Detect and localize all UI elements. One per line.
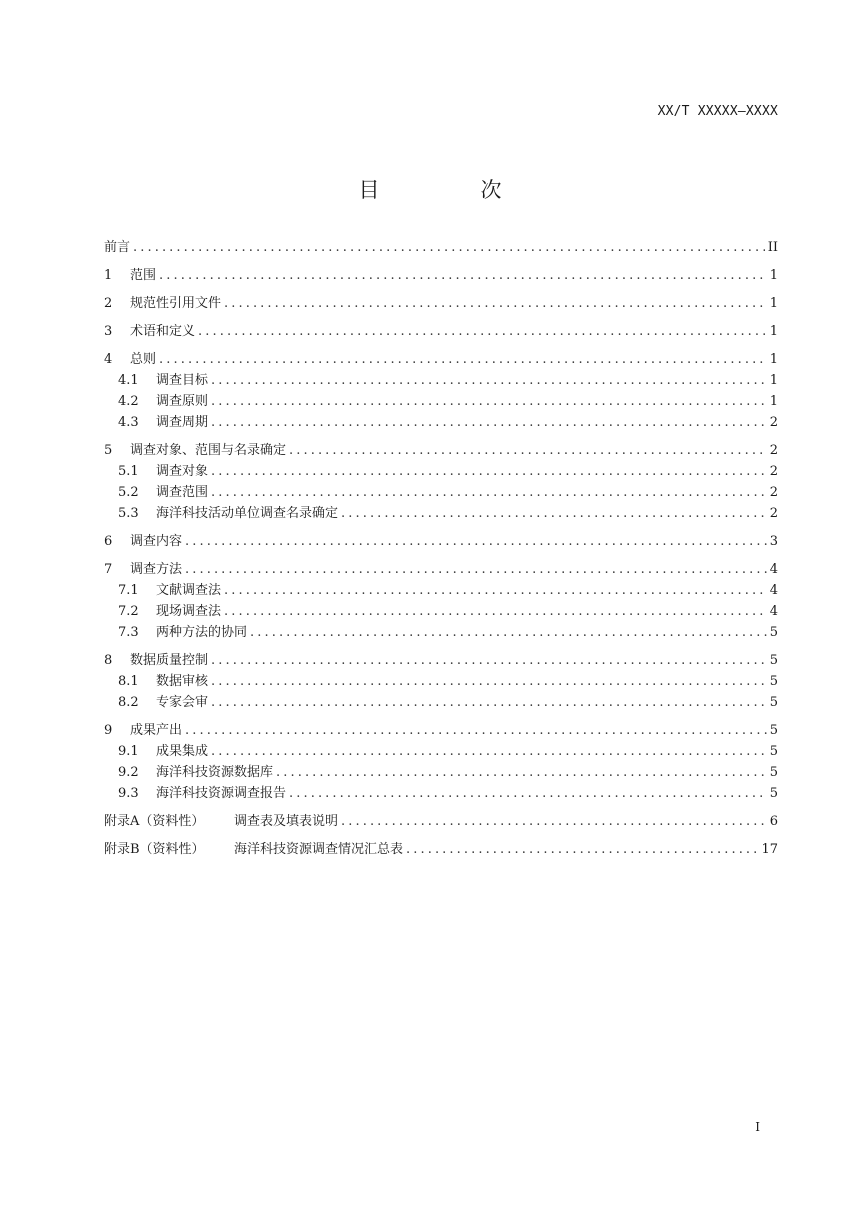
toc-entry-number: 1	[104, 268, 113, 283]
toc-dot-leader	[341, 813, 767, 831]
toc-entry[interactable]	[104, 530, 778, 551]
toc-entry-label: 调查范围	[156, 485, 209, 500]
toc-entry-number: 5	[104, 443, 113, 458]
toc-entry-number: 4.2	[118, 394, 139, 409]
toc-entry-page: 1	[769, 324, 778, 339]
toc-dot-leader	[211, 393, 767, 411]
toc-entry-number: 9	[104, 723, 113, 738]
toc-entry-number: 5.1	[118, 464, 139, 479]
toc-entry-label: 调查目标	[156, 373, 209, 388]
toc-dot-leader	[224, 295, 767, 313]
toc-entry[interactable]	[104, 558, 778, 579]
toc-entry-number: 6	[104, 534, 113, 549]
toc-entry-number: 9.3	[118, 786, 139, 801]
toc-entry-label: 数据质量控制	[130, 653, 209, 668]
toc-entry-label: 成果产出	[130, 723, 183, 738]
toc-entry[interactable]	[104, 621, 778, 642]
toc-entry-number: 4.3	[118, 415, 139, 430]
toc-entry-number: 附录A（资料性）	[104, 814, 205, 829]
toc-dot-leader	[185, 561, 767, 579]
toc-entry-label: 成果集成	[156, 744, 209, 759]
toc-entry-number: 附录B（资料性）	[104, 842, 205, 857]
table-of-contents	[104, 236, 778, 859]
toc-dot-leader	[289, 785, 767, 803]
toc-entry[interactable]	[104, 810, 778, 831]
toc-entry[interactable]	[104, 320, 778, 341]
toc-entry-page: 2	[769, 415, 778, 430]
toc-dot-leader	[211, 372, 767, 390]
toc-entry-page: 2	[769, 485, 778, 500]
toc-entry-page: 5	[769, 786, 778, 801]
toc-entry-page: 5	[769, 653, 778, 668]
toc-entry[interactable]	[104, 838, 778, 859]
toc-entry-label: 调查对象	[156, 464, 209, 479]
toc-entry-number: 8.1	[118, 674, 139, 689]
toc-entry-page: 5	[769, 723, 778, 738]
toc-entry-label: 总则	[130, 352, 157, 367]
toc-entry-label: 海洋科技资源调查报告	[156, 786, 287, 801]
toc-entry-label: 调查表及填表说明	[234, 814, 339, 829]
toc-entry-page: 4	[769, 583, 778, 598]
toc-entry-number: 8	[104, 653, 113, 668]
toc-entry-number: 7.1	[118, 583, 139, 598]
toc-entry-page: 1	[769, 296, 778, 311]
toc-dot-leader	[211, 673, 767, 691]
toc-entry[interactable]	[104, 670, 778, 691]
toc-dot-leader	[185, 533, 767, 551]
toc-entry-label: 前言	[104, 240, 131, 255]
toc-entry-label: 文献调查法	[156, 583, 222, 598]
toc-entry-number: 9.2	[118, 765, 139, 780]
toc-entry-page: 5	[769, 744, 778, 759]
toc-entry-page: 3	[769, 534, 778, 549]
toc-entry-number: 9.1	[118, 744, 139, 759]
toc-entry-page: 1	[769, 373, 778, 388]
toc-dot-leader	[211, 463, 767, 481]
toc-entry[interactable]	[104, 292, 778, 313]
toc-dot-leader	[211, 694, 767, 712]
toc-entry-label: 海洋科技活动单位调查名录确定	[156, 506, 339, 521]
toc-dot-leader	[211, 414, 767, 432]
toc-entry-label: 两种方法的协同	[156, 625, 248, 640]
toc-entry-label: 术语和定义	[130, 324, 196, 339]
toc-entry-page: II	[767, 240, 778, 255]
toc-entry[interactable]	[104, 411, 778, 432]
toc-entry[interactable]	[104, 649, 778, 670]
toc-entry-label: 调查原则	[156, 394, 209, 409]
toc-entry-page: 1	[769, 268, 778, 283]
toc-entry-number: 7.2	[118, 604, 139, 619]
toc-entry-label: 海洋科技资源调查情况汇总表	[234, 842, 404, 857]
toc-entry-label: 数据审核	[156, 674, 209, 689]
toc-dot-leader	[185, 722, 767, 740]
toc-entry-label: 范围	[130, 268, 157, 283]
toc-entry[interactable]	[104, 502, 778, 523]
toc-entry-number: 5.2	[118, 485, 139, 500]
toc-dot-leader	[198, 323, 767, 341]
standard-code: XX/T XXXXX—XXXX	[657, 104, 778, 119]
toc-entry-label: 调查对象、范围与名录确定	[130, 443, 287, 458]
toc-entry-page: 5	[769, 695, 778, 710]
toc-entry-number: 4	[104, 352, 113, 367]
toc-entry[interactable]	[104, 439, 778, 460]
toc-entry-label: 调查周期	[156, 415, 209, 430]
toc-entry-number: 5.3	[118, 506, 139, 521]
toc-entry[interactable]	[104, 719, 778, 740]
toc-dot-leader	[211, 484, 767, 502]
toc-entry-page: 5	[769, 674, 778, 689]
toc-entry[interactable]	[104, 691, 778, 712]
toc-dot-leader	[224, 582, 767, 600]
toc-entry[interactable]	[104, 236, 778, 257]
toc-dot-leader	[406, 841, 758, 859]
toc-entry-label: 调查内容	[130, 534, 183, 549]
toc-entry-page: 5	[769, 765, 778, 780]
toc-entry-label: 现场调查法	[156, 604, 222, 619]
toc-entry-page: 4	[769, 604, 778, 619]
toc-dot-leader	[133, 239, 765, 257]
toc-dot-leader	[276, 764, 767, 782]
toc-dot-leader	[341, 505, 767, 523]
toc-entry-number: 4.1	[118, 373, 139, 388]
toc-entry-page: 1	[769, 394, 778, 409]
toc-entry[interactable]	[104, 264, 778, 285]
toc-entry[interactable]	[104, 579, 778, 600]
toc-entry[interactable]	[104, 481, 778, 502]
toc-entry-page: 2	[769, 443, 778, 458]
toc-dot-leader	[224, 603, 767, 621]
toc-entry-page: 2	[769, 506, 778, 521]
toc-entry[interactable]	[104, 600, 778, 621]
toc-dot-leader	[250, 624, 767, 642]
toc-entry-page: 6	[769, 814, 778, 829]
toc-entry-number: 2	[104, 296, 113, 311]
toc-dot-leader	[289, 442, 767, 460]
toc-entry-label: 调查方法	[130, 562, 183, 577]
toc-dot-leader	[159, 267, 767, 285]
toc-entry[interactable]	[104, 761, 778, 782]
toc-dot-leader	[211, 652, 767, 670]
toc-entry[interactable]	[104, 782, 778, 803]
toc-entry-page: 1	[769, 352, 778, 367]
toc-entry-number: 7	[104, 562, 113, 577]
page-number: I	[755, 1120, 760, 1134]
toc-entry-page: 5	[769, 625, 778, 640]
toc-entry-label: 规范性引用文件	[130, 296, 222, 311]
toc-entry-page: 17	[761, 842, 778, 857]
toc-entry[interactable]	[104, 369, 778, 390]
toc-entry-number: 8.2	[118, 695, 139, 710]
toc-entry[interactable]	[104, 348, 778, 369]
toc-entry[interactable]	[104, 390, 778, 411]
toc-entry-number: 3	[104, 324, 113, 339]
toc-entry[interactable]	[104, 740, 778, 761]
toc-title: 目 次	[358, 178, 542, 202]
toc-entry[interactable]	[104, 460, 778, 481]
toc-dot-leader	[159, 351, 767, 369]
toc-dot-leader	[211, 743, 767, 761]
toc-entry-number: 7.3	[118, 625, 139, 640]
toc-entry-page: 4	[769, 562, 778, 577]
toc-entry-label: 海洋科技资源数据库	[156, 765, 274, 780]
toc-entry-page: 2	[769, 464, 778, 479]
toc-entry-label: 专家会审	[156, 695, 209, 710]
